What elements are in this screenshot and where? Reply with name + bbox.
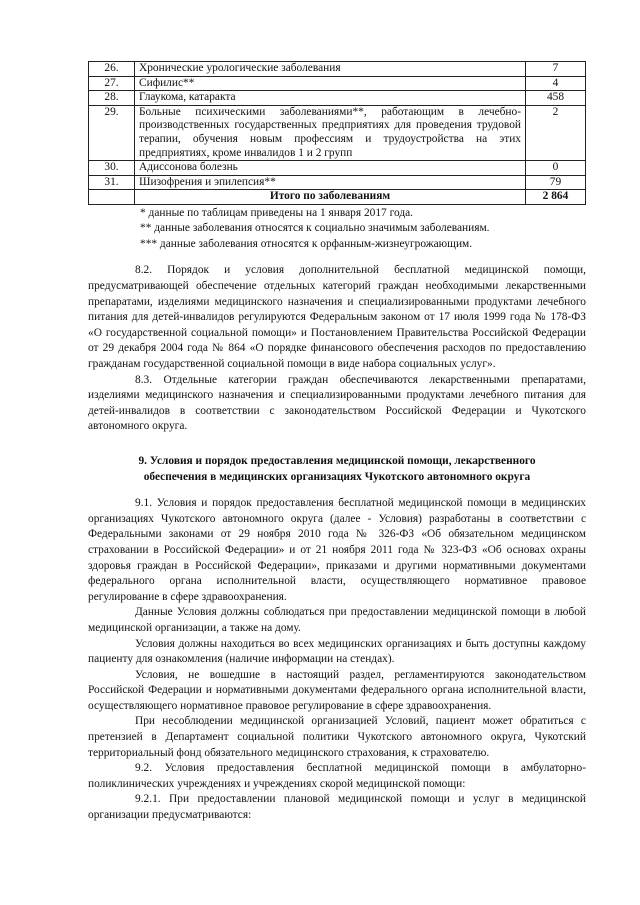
- patient-count: 79: [526, 175, 586, 190]
- disease-name: Шизофрения и эпилепсия**: [135, 175, 526, 190]
- row-number: 26.: [89, 62, 135, 77]
- diseases-table: [88, 61, 586, 205]
- table-row: [89, 161, 586, 176]
- paragraph-9-2-1: 9.2.1. При предоставлении плановой медицинской помощи и услуг в медицинской организации предусматриваются:: [88, 793, 586, 822]
- disease-name: Хронические урологические заболевания: [135, 62, 526, 77]
- table-row: [89, 62, 586, 77]
- paragraph-available: Условия должны находиться во всех медицинских организациях и быть доступны каждому пациенту для ознакомления (наличие информации на стендах).: [88, 637, 586, 666]
- footnote-2: ** данные заболевания относятся к социально значимым заболеваниям.: [140, 222, 490, 235]
- disease-name: Адиссонова болезнь: [135, 161, 526, 176]
- paragraph-8-2: 8.2. Порядок и условия дополнительной бесплатной медицинской помощи, предусматривающей обеспечение отдельных категорий граждан необходимыми лекарственными препаратами, изделиями медицинского назначения и специализированными продуктами лечебного питания для детей-инвалидов регулируются Федеральным законом от 17 июля 1999 года № 178-ФЗ «О государственной социальной помощи» и Постановлением Правительства Российской Федерации от 29 декабря 2004 года № 864 «О порядке финансового обеспечения расходов по предоставлению гражданам государственной социальной помощи в виде набора социальных услуг».: [88, 264, 586, 370]
- row-number: 28.: [89, 91, 135, 106]
- disease-name: Больные психическими заболеваниями**, работающим в лечебно-производственных государственных предприятиях для проведения трудовой терапии, обучения новым профессиям и трудоустройства на этих предприятиях, кроме инвалидов 1 и 2 групп: [135, 105, 526, 160]
- patient-count: 458: [526, 91, 586, 106]
- paragraph-claim: При несоблюдении медицинской организацией Условий, пациент может обратиться с претензией в Департамент социальной политики Чукотского автономного округа, Чукотский территориальный фонд обязательного медицинского страхования, к страхователю.: [88, 715, 586, 759]
- patient-count: 2: [526, 105, 586, 160]
- section-9-heading: [88, 454, 586, 485]
- section-9-heading-line1: 9. Условия и порядок предоставления медицинской помощи, лекарственного: [138, 454, 536, 467]
- footnote-1: * данные по таблицам приведены на 1 января 2017 года.: [140, 206, 414, 219]
- paragraph-9-1: 9.1. Условия и порядок предоставления бесплатной медицинской помощи в медицинских организациях Чукотского автономного округа (далее - Условия) разработаны в соответствии с Федеральными законами от 29 ноября 2010 года № 326-ФЗ «Об обязательном медицинском страховании в Российской Федерации» и от 21 ноября 2011 года № 323-ФЗ «Об основах охраны здоровья граждан в Российской Федерации», приказами и другими нормативными документами федерального органа исполнительной власти, осуществляющего нормативное правовое регулирование в сфере здравоохранения.: [88, 497, 586, 603]
- disease-name: Глаукома, катаракта: [135, 91, 526, 106]
- table-row: [89, 76, 586, 91]
- total-label: Итого по заболеваниям: [135, 190, 526, 205]
- patient-count: 0: [526, 161, 586, 176]
- table-row: [89, 91, 586, 106]
- patient-count: 7: [526, 62, 586, 77]
- table-footnotes: [88, 206, 586, 253]
- disease-name: Сифилис**: [135, 76, 526, 91]
- section-9-heading-line2: обеспечения в медицинских организациях Чукотского автономного округа: [143, 470, 531, 483]
- row-number-empty: [89, 190, 135, 205]
- footnote-3: *** данные заболевания относятся к орфанным-жизнеугрожающим.: [140, 237, 473, 250]
- row-number: 29.: [89, 105, 135, 160]
- table-total-row: [89, 190, 586, 205]
- row-number: 27.: [89, 76, 135, 91]
- row-number: 30.: [89, 161, 135, 176]
- table-row: [89, 105, 586, 160]
- paragraph-observe: Данные Условия должны соблюдаться при предоставлении медицинской помощи в любой медицинской организации, а также на дому.: [88, 606, 586, 634]
- paragraph-9-2: 9.2. Условия предоставления бесплатной медицинской помощи в амбулаторно-поликлинических учреждениях и учреждениях скорой медицинской помощи:: [88, 762, 586, 790]
- paragraph-8-3: 8.3. Отдельные категории граждан обеспечиваются лекарственными препаратами, изделиями медицинского назначения и специализированными продуктами лечебного питания для детей-инвалидов в соответствии с законодательством Российской Федерации и Чукотского автономного округа.: [88, 373, 586, 433]
- row-number: 31.: [89, 175, 135, 190]
- patient-count: 4: [526, 76, 586, 91]
- table-row: [89, 175, 586, 190]
- paragraph-regulated: Условия, не вошедшие в настоящий раздел, регламентируются законодательством Российской Федерации и нормативными документами федерального органа исполнительной власти, осуществляющего нормативное правовое регулирование в сфере здравоохранения.: [88, 668, 586, 712]
- total-value: 2 864: [526, 190, 586, 205]
- document-page: [88, 61, 586, 824]
